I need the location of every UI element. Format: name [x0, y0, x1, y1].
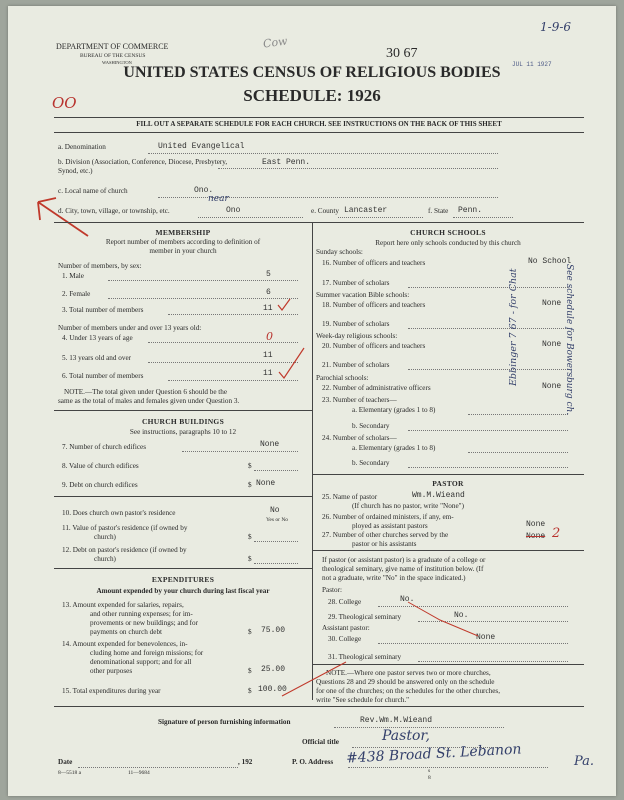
q29-value: No.: [454, 611, 469, 620]
q29-label: 29. Theological seminary: [328, 613, 402, 621]
q26-value: None: [526, 520, 546, 529]
red-oo-mark: OO: [52, 94, 77, 112]
q19-label: 19. Number of scholars: [322, 320, 390, 328]
division-value: East Penn.: [262, 158, 311, 167]
q6-total-label: 6. Total number of members: [62, 372, 144, 380]
q25-hint: (If church has no pastor, write "None"): [352, 502, 464, 510]
q12-dollar: $: [248, 555, 252, 563]
official-title-value: Pastor,: [382, 728, 430, 744]
q26-label-1: 26. Number of ordained ministers, if any, em-: [322, 513, 454, 521]
q13-value: 75.00: [261, 626, 286, 635]
pastor-note-3: for one of the churches; on the schedules for the other churches,: [316, 687, 501, 695]
city-label: WASHINGTON: [102, 60, 132, 65]
pastor-note-1: NOTE.—Where one pastor serves two or more churches,: [326, 669, 491, 677]
pastor-note-4: write "See schedule for church.": [316, 696, 410, 704]
q13-label-3: provements or new buildings; and for: [90, 619, 198, 627]
q14-label-2: cluding home and foreign missions; for: [90, 649, 204, 657]
q15-dollar: $: [248, 687, 252, 695]
q30-label: 30. College: [328, 635, 362, 643]
form-code: 11—9684: [128, 770, 150, 776]
q2-female-label: 2. Female: [62, 290, 91, 298]
summer-schools-label: Summer vacation Bible schools:: [316, 291, 410, 299]
signature-label: Signature of person furnishing information: [158, 718, 291, 726]
department-label: DEPARTMENT OF COMMERCE: [56, 42, 169, 51]
city-town-label: d. City, town, village, or township, etc.: [58, 207, 170, 215]
margin-note-lower: Ebbinger 7 67 - for Chat: [508, 268, 519, 386]
red-check-q3: [276, 298, 292, 312]
schools-sub: Report here only schools conducted by this church: [375, 239, 521, 247]
q9-label: 9. Debt on church edifices: [62, 481, 138, 489]
q7-label: 7. Number of church edifices: [62, 443, 147, 451]
graduate-note-2: theological seminary, give name of institution below. (If: [322, 565, 484, 573]
membership-note-1: NOTE.—The total given under Question 6 should be the: [64, 388, 228, 396]
po-address-state: Pa.: [574, 754, 595, 769]
denomination-label: a. Denomination: [58, 143, 106, 151]
q20-label: 20. Number of officers and teachers: [322, 342, 426, 350]
q13-dollar: $: [248, 628, 252, 636]
q18-label: 18. Number of officers and teachers: [322, 301, 426, 309]
sunday-schools-label: Sunday schools:: [316, 248, 363, 256]
members-by-sex-label: Number of members, by sex:: [58, 262, 142, 270]
q24-label: 24. Number of scholars—: [322, 434, 397, 442]
county-label: e. County: [311, 207, 339, 215]
expenditures-heading: EXPENDITURES: [151, 575, 215, 584]
date-year-suffix: , 192: [238, 758, 253, 766]
membership-intro-1: Report number of members according to definition of: [105, 238, 261, 246]
q12-label: 12. Debt on pastor's residence (if owned by: [62, 546, 187, 554]
red-check-q6: [276, 346, 306, 380]
pastor-heading: PASTOR: [432, 479, 464, 488]
q22-value: None: [542, 382, 562, 391]
q23b-label: b. Secondary: [352, 422, 390, 430]
form-number: 8—5518 a: [58, 770, 82, 776]
weekday-schools-label: Week-day religious schools:: [316, 332, 398, 340]
date-received-stamp: JUL 11 1927: [512, 61, 552, 68]
bureau-label: BUREAU OF THE CENSUS: [80, 53, 146, 59]
margin-note-upper: See schedule for Bowersburg ch.: [564, 264, 574, 416]
local-name-value: Ono.: [194, 186, 214, 195]
q5-over13-label: 5. 13 years old and over: [62, 354, 132, 362]
q10-yes-no-hint: Yes or No: [266, 517, 289, 523]
parochial-schools-label: Parochial schools:: [316, 374, 369, 382]
q7-value: None: [260, 440, 280, 449]
q6-total-value: 11: [263, 369, 273, 378]
q25-label: 25. Name of pastor: [322, 493, 378, 501]
q16-value: No School: [528, 257, 572, 266]
official-title-label: Official title: [302, 738, 339, 746]
q14-label-1: 14. Amount expended for benevolences, in-: [62, 640, 188, 648]
po-address-value: #438 Broad St. Lebanon: [345, 741, 522, 767]
q8-dollar: $: [248, 462, 252, 470]
q18-value: None: [542, 299, 562, 308]
footer-mark-s: s: [428, 768, 431, 774]
q14-value: 25.00: [261, 665, 286, 674]
pastor-subheading: Pastor:: [322, 586, 342, 594]
q24a-label: a. Elementary (grades 1 to 8): [352, 444, 436, 452]
pastor-note-2: Questions 28 and 29 should be answered only on the schedule: [316, 678, 495, 686]
q24b-label: b. Secondary: [352, 459, 390, 467]
schedule-year: SCHEDULE: 1926: [243, 86, 381, 105]
q11-label: 11. Value of pastor's residence (if owned by: [62, 524, 188, 532]
q10-value: No: [270, 506, 280, 515]
near-handwritten: near: [208, 194, 229, 204]
state-value: Penn.: [458, 206, 483, 215]
q14-dollar: $: [248, 667, 252, 675]
q3-total-label: 3. Total number of members: [62, 306, 144, 314]
buildings-heading: CHURCH BUILDINGS: [141, 417, 225, 426]
under-over-13-label: Number of members under and over 13 years old:: [58, 324, 202, 332]
q11-label-2: church): [94, 533, 116, 541]
q23a-label: a. Elementary (grades 1 to 8): [352, 406, 436, 414]
top-right-handwritten: 1-9-6: [540, 20, 572, 34]
expenditures-sub: Amount expended by your church during last fiscal year: [96, 587, 270, 595]
denomination-value: United Evangelical: [158, 142, 245, 151]
red-line-mark: [404, 598, 484, 640]
q15-value: 100.00: [258, 685, 287, 694]
cow-pencil-mark: Cow: [262, 34, 289, 51]
form-title: UNITED STATES CENSUS OF RELIGIOUS BODIES: [123, 64, 501, 81]
membership-heading: MEMBERSHIP: [155, 228, 211, 237]
q4-under13-label: 4. Under 13 years of age: [62, 334, 133, 342]
q8-label: 8. Value of church edifices: [62, 462, 139, 470]
q13-label-4: payments on church debt: [90, 628, 163, 636]
red-slash-mark: [278, 658, 350, 700]
q30-value: None: [476, 633, 496, 642]
membership-note-2: same as the total of males and females given under Question 3.: [58, 397, 240, 405]
q12-label-2: church): [94, 555, 116, 563]
q27-label-2: pastor or his assistants: [352, 540, 417, 548]
po-address-label: P. O. Address: [292, 758, 334, 766]
q9-value: None: [256, 479, 276, 488]
division-label: b. Division (Association, Conference, Diocese, Presbytery, Synod, etc.): [58, 158, 228, 175]
q3-total-value: 11: [263, 304, 273, 313]
q22-label: 22. Number of administrative officers: [322, 384, 431, 392]
q15-label: 15. Total expenditures during year: [62, 687, 161, 695]
q20-value: None: [542, 340, 562, 349]
q28-label: 28. College: [328, 598, 362, 606]
q14-label-4: other purposes: [90, 667, 133, 675]
q17-label: 17. Number of scholars: [322, 279, 390, 287]
graduate-note-3: not a graduate, write "No" in the space indicated.): [322, 574, 466, 582]
census-schedule-page: [8, 6, 616, 796]
graduate-note-1: If pastor (or assistant pastor) is a graduate of a college or: [322, 556, 486, 564]
county-value: Lancaster: [344, 206, 388, 215]
schedule-number: 30 67: [386, 46, 418, 61]
q27-value: None: [526, 532, 546, 541]
q23-label: 23. Number of teachers—: [322, 396, 397, 404]
q13-label-2: and other running expenses; for im-: [90, 610, 193, 618]
q4-under13-value: 0: [266, 330, 273, 343]
q27-handwritten-value: 2: [552, 526, 561, 541]
q26-label-2: ployed as assistant pastors: [352, 522, 428, 530]
q14-label-3: denominational support; and for all: [90, 658, 192, 666]
q5-over13-value: 11: [263, 351, 273, 360]
q27-label-1: 27. Number of other churches served by the: [322, 531, 449, 539]
q28-value: No.: [400, 595, 415, 604]
buildings-sub: See instructions, paragraphs 10 to 12: [129, 428, 237, 436]
q25-value: Wm.M.Wieand: [412, 491, 465, 500]
q1-male-value: 5: [266, 270, 271, 279]
schools-heading: CHURCH SCHOOLS: [410, 228, 486, 237]
q21-label: 21. Number of scholars: [322, 361, 390, 369]
q10-label: 10. Does church own pastor's residence: [62, 509, 176, 517]
assistant-pastor-subheading: Assistant pastor:: [322, 624, 370, 632]
q1-male-label: 1. Male: [62, 272, 84, 280]
q11-dollar: $: [248, 533, 252, 541]
footer-mark-8: 8: [428, 775, 431, 781]
q13-label-1: 13. Amount expended for salaries, repairs,: [62, 601, 184, 609]
membership-intro-2: member in your church: [149, 247, 217, 255]
q9-dollar: $: [248, 481, 252, 489]
state-label: f. State: [428, 207, 449, 215]
date-label: Date: [58, 758, 73, 766]
q31-label: 31. Theological seminary: [328, 653, 402, 661]
local-name-label: c. Local name of church: [58, 187, 128, 195]
q2-female-value: 6: [266, 288, 271, 297]
signature-value: Rev.Wm.M.Wieand: [360, 716, 433, 725]
city-town-value: Ono: [226, 206, 241, 215]
q16-label: 16. Number of officers and teachers: [322, 259, 426, 267]
instruction-banner: FILL OUT A SEPARATE SCHEDULE FOR EACH CHURCH. SEE INSTRUCTIONS ON THE BACK OF THIS SHEET: [136, 120, 502, 128]
